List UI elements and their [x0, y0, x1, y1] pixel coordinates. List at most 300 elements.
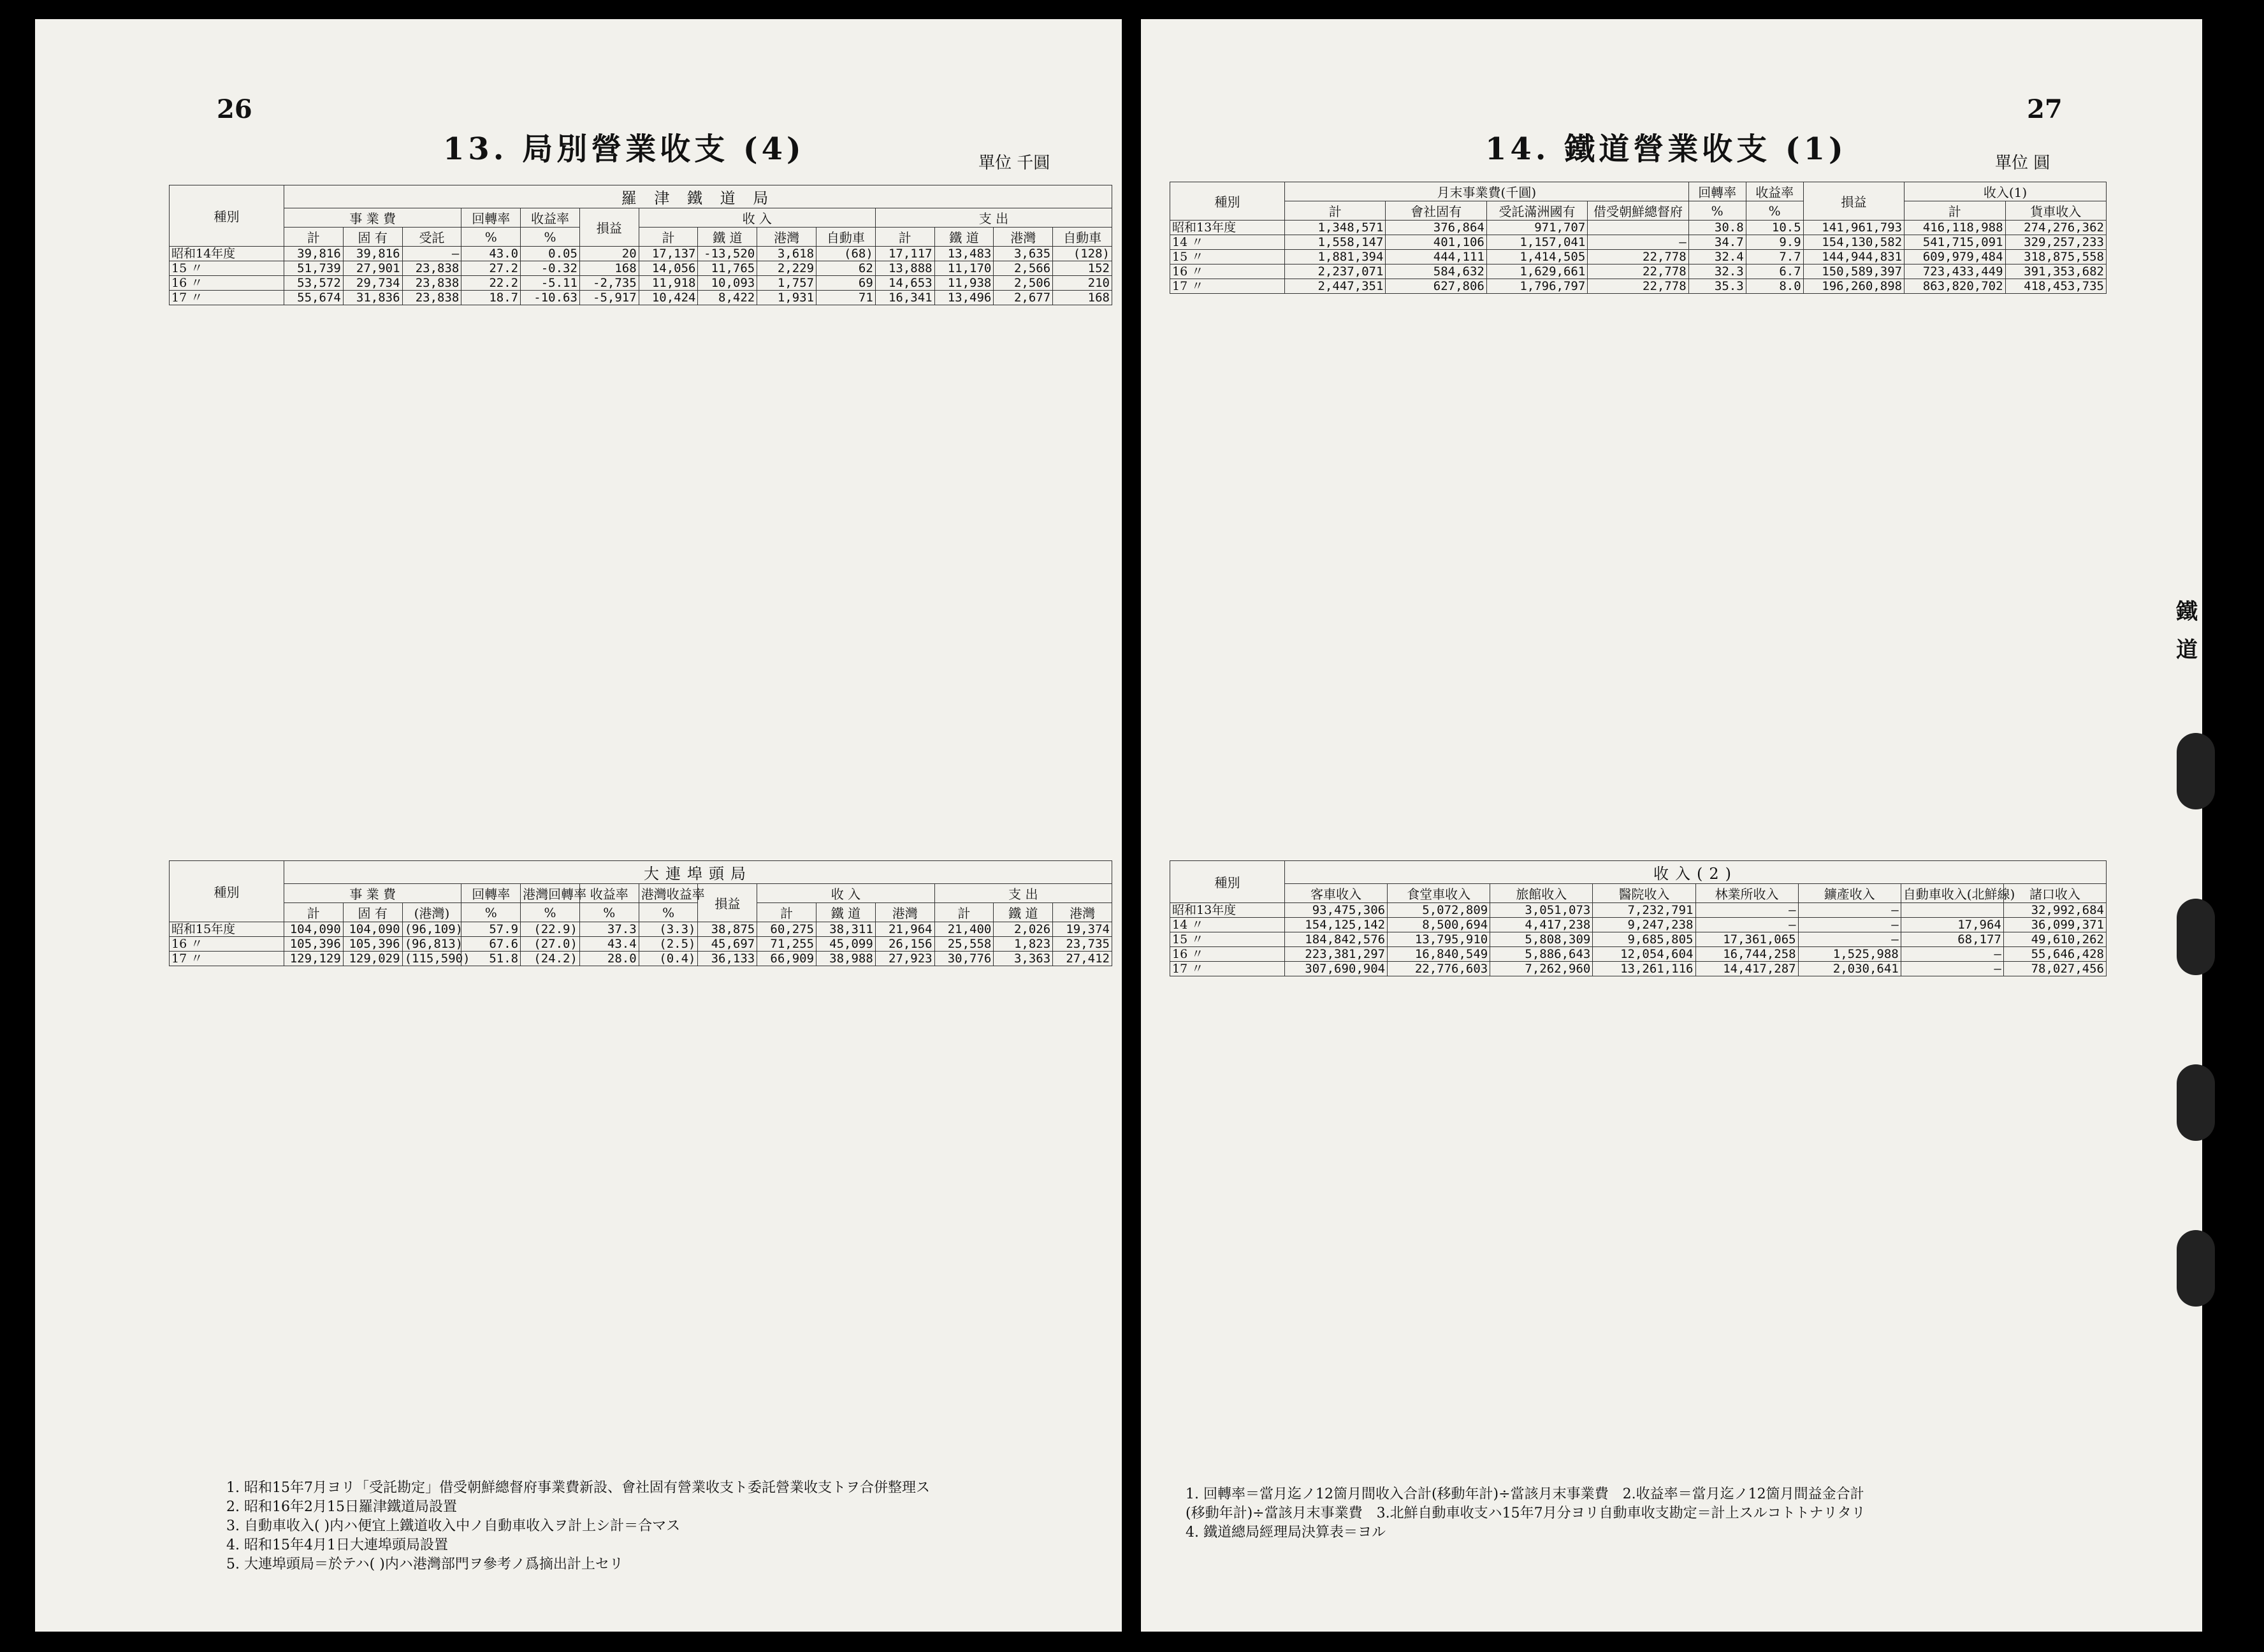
table-cell: 36,133	[698, 952, 757, 966]
table-cell: 863,820,702	[1905, 279, 2005, 294]
table-cell: 38,875	[698, 922, 757, 937]
table-cell: 23,838	[402, 261, 461, 276]
column-header: 回轉率	[1688, 182, 1746, 201]
table-cell: 184,842,576	[1285, 932, 1388, 947]
footnote: 3. 自動車收入( )内ハ便宜上鐵道收入中ノ自動車收入ヲ計上シ計＝合マス	[226, 1518, 681, 1534]
table-cell: 60,275	[757, 922, 816, 937]
table-cell: 1,414,505	[1486, 250, 1587, 264]
thumb-index-tab	[2177, 1230, 2215, 1307]
table-cell: 36,099,371	[2003, 918, 2106, 932]
table-cell: 20	[579, 247, 639, 261]
table-cell: 39,816	[284, 247, 344, 261]
table-cell: 16,840,549	[1388, 947, 1490, 962]
table-cell: (128)	[1053, 247, 1112, 261]
column-header: 損益	[698, 884, 757, 922]
table-cell: 1,558,147	[1285, 235, 1386, 250]
column-header: 種別	[170, 861, 284, 922]
table-cell: 210	[1053, 276, 1112, 291]
column-subheader: 諸口收入	[2003, 884, 2106, 903]
row-label: 16 〃	[1170, 264, 1285, 279]
table-cell: 23,838	[402, 291, 461, 305]
table-cell: 154,125,142	[1285, 918, 1388, 932]
table-cell: 168	[579, 261, 639, 276]
table-cell: 38,311	[816, 922, 876, 937]
column-header: 種別	[1170, 182, 1285, 221]
column-subheader: 計	[757, 903, 816, 922]
table-cell: -5.11	[521, 276, 580, 291]
column-subheader: %	[461, 228, 521, 247]
column-subheader: 自動車	[816, 228, 876, 247]
table-row	[1170, 962, 2107, 976]
table-cell: 57.9	[461, 922, 521, 937]
column-header: 收益率	[521, 208, 580, 228]
table-cell: 32.4	[1688, 250, 1746, 264]
table-cell: 2,237,071	[1285, 264, 1386, 279]
column-subheader: %	[1688, 201, 1746, 221]
table-row	[1170, 932, 2107, 947]
footnotes	[1186, 1485, 1866, 1542]
table-row	[170, 922, 1112, 937]
footnote: 2. 昭和16年2月15日羅津鐵道局設置	[226, 1499, 457, 1515]
table-cell: 541,715,091	[1905, 235, 2005, 250]
table-cell: 5,886,643	[1490, 947, 1593, 962]
column-subheader: 鑛產收入	[1798, 884, 1901, 903]
table-cell: 1,881,394	[1285, 250, 1386, 264]
table-cell: 10.5	[1746, 221, 1803, 235]
table-cell: 45,099	[816, 937, 876, 952]
table-cell: —	[1798, 918, 1901, 932]
row-label: 14 〃	[1170, 918, 1285, 932]
table-cell: —	[1695, 903, 1798, 918]
table-cell: 1,757	[757, 276, 816, 291]
column-subheader: %	[521, 228, 580, 247]
column-subheader: 港灣	[1053, 903, 1112, 922]
table-cell: 584,632	[1386, 264, 1486, 279]
table-cell: —	[1901, 962, 2003, 976]
table-cell: 13,483	[934, 247, 994, 261]
table-cell: 329,257,233	[2005, 235, 2106, 250]
thumb-index-tab	[2177, 1064, 2215, 1141]
railway-revenue-table-2	[1170, 860, 2107, 976]
table-row	[170, 937, 1112, 952]
table-cell: 18.7	[461, 291, 521, 305]
column-subheader: 固 有	[343, 903, 402, 922]
table-cell: 416,118,988	[1905, 221, 2005, 235]
table-cell: 105,396	[284, 937, 344, 952]
table-cell: —	[1901, 947, 2003, 962]
table-cell: 318,875,558	[2005, 250, 2106, 264]
table-cell: 23,838	[402, 276, 461, 291]
table-cell: 627,806	[1386, 279, 1486, 294]
table-cell: 7.7	[1746, 250, 1803, 264]
table-cell: 13,261,116	[1593, 962, 1695, 976]
table-cell: 104,090	[343, 922, 402, 937]
table-cell: 9,685,805	[1593, 932, 1695, 947]
row-label: 16 〃	[170, 276, 284, 291]
page-title: 13. 局別營業收支 (4)	[443, 131, 805, 167]
column-subheader: 港灣	[994, 228, 1053, 247]
table-cell: 418,453,735	[2005, 279, 2106, 294]
table-cell: 32.3	[1688, 264, 1746, 279]
column-subheader: 林業所收入	[1695, 884, 1798, 903]
table-cell: 10,093	[698, 276, 757, 291]
table-cell: (115,590)	[402, 952, 461, 966]
table-cell: 401,106	[1386, 235, 1486, 250]
table-cell: —	[1798, 932, 1901, 947]
table-cell: 5,072,809	[1388, 903, 1490, 918]
footnote: 4. 昭和15年4月1日大連埠頭局設置	[226, 1537, 448, 1553]
table-cell: 51.8	[461, 952, 521, 966]
column-subheader: 會社固有	[1386, 201, 1486, 221]
column-subheader: 貨車收入	[2005, 201, 2106, 221]
table-cell: 45,697	[698, 937, 757, 952]
table-cell: 62	[816, 261, 876, 276]
column-header: 損益	[1803, 182, 1904, 221]
table-cell: 71	[816, 291, 876, 305]
unit-label: 單位 圓	[1995, 154, 2050, 173]
column-header: 支 出	[934, 884, 1112, 903]
right-page	[1141, 19, 2202, 1632]
table-cell: (68)	[816, 247, 876, 261]
page-number: 26	[217, 94, 252, 124]
table-cell: 19,374	[1053, 922, 1112, 937]
table-cell: 3,618	[757, 247, 816, 261]
page-title: 14. 鐵道營業收支 (1)	[1485, 131, 1847, 167]
table-cell: 13,795,910	[1388, 932, 1490, 947]
table-cell: 2,229	[757, 261, 816, 276]
table-cell: 55,646,428	[2003, 947, 2106, 962]
table-cell: 129,029	[343, 952, 402, 966]
table-row	[170, 952, 1112, 966]
row-label: 15 〃	[1170, 932, 1285, 947]
table-cell: 71,255	[757, 937, 816, 952]
table-cell: 69	[816, 276, 876, 291]
table-cell: 34.7	[1688, 235, 1746, 250]
table-cell: 391,353,682	[2005, 264, 2106, 279]
table-cell: 144,944,831	[1803, 250, 1904, 264]
table-cell: 14,417,287	[1695, 962, 1798, 976]
column-header: 種別	[1170, 861, 1285, 903]
column-header: 事 業 費	[284, 208, 461, 228]
table-cell: 5,808,309	[1490, 932, 1593, 947]
footnote: 4. 鐵道總局經理局決算表＝ヨル	[1186, 1525, 1386, 1540]
column-subheader: 固 有	[343, 228, 402, 247]
table-cell: 53,572	[284, 276, 344, 291]
column-subheader: %	[639, 903, 698, 922]
table-cell: —	[1588, 235, 1688, 250]
table-cell: 10,424	[639, 291, 698, 305]
table-cell: 376,864	[1386, 221, 1486, 235]
column-header: 收益率	[579, 884, 639, 903]
column-subheader: 港灣	[875, 903, 934, 922]
table-cell: -13,520	[698, 247, 757, 261]
table-cell: 141,961,793	[1803, 221, 1904, 235]
row-label: 17 〃	[170, 952, 284, 966]
table-row	[170, 291, 1112, 305]
column-subheader: %	[461, 903, 521, 922]
column-subheader: 客車收入	[1285, 884, 1388, 903]
column-header: 港灣收益率	[639, 884, 698, 903]
table-cell: (24.2)	[521, 952, 580, 966]
table-cell: 43.0	[461, 247, 521, 261]
table-cell: 1,823	[994, 937, 1053, 952]
table-cell: —	[1695, 918, 1798, 932]
table-cell: 51,739	[284, 261, 344, 276]
column-subheader: %	[579, 903, 639, 922]
row-label: 17 〃	[1170, 962, 1285, 976]
table-cell: 68,177	[1901, 932, 2003, 947]
table-row	[1170, 250, 2107, 264]
table-cell: 11,765	[698, 261, 757, 276]
table-cell: 3,363	[994, 952, 1053, 966]
table-title: 收入(2)	[1285, 861, 2107, 884]
table-row	[170, 261, 1112, 276]
column-subheader: 鐵 道	[934, 228, 994, 247]
column-subheader: 計	[1285, 201, 1386, 221]
table-cell: 223,381,297	[1285, 947, 1388, 962]
row-label: 15 〃	[1170, 250, 1285, 264]
column-subheader: 自動車	[1053, 228, 1112, 247]
column-subheader: 借受朝鮮總督府	[1588, 201, 1688, 221]
table-cell: 1,629,661	[1486, 264, 1587, 279]
table-cell: 11,170	[934, 261, 994, 276]
column-subheader: 計	[639, 228, 698, 247]
table-cell: -0.32	[521, 261, 580, 276]
table-cell: 307,690,904	[1285, 962, 1388, 976]
table-cell: 25,558	[934, 937, 994, 952]
table-cell: -2,735	[579, 276, 639, 291]
table-cell: 2,447,351	[1285, 279, 1386, 294]
table-cell: 26,156	[875, 937, 934, 952]
table-cell: —	[1798, 903, 1901, 918]
page-number: 27	[2027, 94, 2063, 124]
table-cell: 129,129	[284, 952, 344, 966]
table-cell: 22,778	[1588, 279, 1688, 294]
table-cell: 17,117	[875, 247, 934, 261]
table-cell: 17,137	[639, 247, 698, 261]
table-cell: 27.2	[461, 261, 521, 276]
table-cell: -5,917	[579, 291, 639, 305]
column-subheader: %	[521, 903, 580, 922]
column-subheader: 計	[284, 903, 344, 922]
thumb-index-tab	[2177, 899, 2215, 975]
table-cell: (96,109)	[402, 922, 461, 937]
row-label: 昭和14年度	[170, 247, 284, 261]
table-row	[1170, 918, 2107, 932]
table-row	[1170, 279, 2107, 294]
table-cell: 27,901	[343, 261, 402, 276]
row-label: 17 〃	[1170, 279, 1285, 294]
table-cell: 21,964	[875, 922, 934, 937]
table-cell: (2.5)	[639, 937, 698, 952]
footnote: 1. 昭和15年7月ヨリ「受託勘定」借受朝鮮總督府事業費新設、會社固有營業收支ト委託營業收支トヲ合併整理ス	[226, 1480, 930, 1496]
table-row	[1170, 903, 2107, 918]
table-cell: 17,361,065	[1695, 932, 1798, 947]
table-cell: 105,396	[343, 937, 402, 952]
table-cell: 609,979,484	[1905, 250, 2005, 264]
table-cell: 39,816	[343, 247, 402, 261]
table-cell: 150,589,397	[1803, 264, 1904, 279]
row-label: 昭和13年度	[1170, 221, 1285, 235]
table-cell: 93,475,306	[1285, 903, 1388, 918]
table-cell: 21,400	[934, 922, 994, 937]
table-cell: 444,111	[1386, 250, 1486, 264]
footnote: (移動年計)÷當該月末事業費 3.北鮮自動車收支ハ15年7月分ヨリ自動車收支勘定＝計上スルコトトナリタリ	[1186, 1505, 1866, 1521]
footnote: 1. 回轉率＝當月迄ノ12箇月間收入合計(移動年計)÷當該月末事業費 2.收益率＝當月迄ノ12箇月間益金合計	[1186, 1486, 1864, 1502]
table-cell: 22,776,603	[1388, 962, 1490, 976]
table-cell: (3.3)	[639, 922, 698, 937]
row-label: 16 〃	[170, 937, 284, 952]
table-cell: 723,433,449	[1905, 264, 2005, 279]
dairen-wharf-table	[169, 860, 1112, 966]
column-subheader: 食堂車收入	[1388, 884, 1490, 903]
table-cell: 3,051,073	[1490, 903, 1593, 918]
table-cell: 23,735	[1053, 937, 1112, 952]
table-cell: 11,918	[639, 276, 698, 291]
table-cell: 168	[1053, 291, 1112, 305]
table-row	[1170, 947, 2107, 962]
column-header: 收益率	[1746, 182, 1803, 201]
column-header: 事 業 費	[284, 884, 461, 903]
column-header: 收 入	[639, 208, 875, 228]
table-cell: 13,888	[875, 261, 934, 276]
table-row	[170, 247, 1112, 261]
table-cell: 2,030,641	[1798, 962, 1901, 976]
table-cell: 4,417,238	[1490, 918, 1593, 932]
table-cell: 16,744,258	[1695, 947, 1798, 962]
table-cell: 1,796,797	[1486, 279, 1587, 294]
table-cell: 8,500,694	[1388, 918, 1490, 932]
column-subheader: 港灣	[757, 228, 816, 247]
column-header: 損益	[579, 208, 639, 247]
column-subheader: 計	[1905, 201, 2005, 221]
table-cell: 27,923	[875, 952, 934, 966]
column-subheader: 鐵 道	[994, 903, 1053, 922]
column-subheader: 旅館收入	[1490, 884, 1593, 903]
table-cell: 104,090	[284, 922, 344, 937]
table-row	[1170, 235, 2107, 250]
thumb-index-tab	[2177, 733, 2215, 809]
table-cell: 196,260,898	[1803, 279, 1904, 294]
column-subheader: 受託	[402, 228, 461, 247]
column-subheader: 計	[284, 228, 344, 247]
table-cell: —	[402, 247, 461, 261]
table-cell: 22,778	[1588, 264, 1688, 279]
row-label: 15 〃	[170, 261, 284, 276]
table-cell: 7,232,791	[1593, 903, 1695, 918]
table-cell: 28.0	[579, 952, 639, 966]
table-cell: 2,506	[994, 276, 1053, 291]
row-label: 16 〃	[1170, 947, 1285, 962]
footnotes	[226, 1479, 930, 1574]
table-row	[1170, 221, 2107, 235]
table-cell: 43.4	[579, 937, 639, 952]
column-subheader: (港灣)	[402, 903, 461, 922]
table-cell: 31,836	[343, 291, 402, 305]
column-header: 收 入	[757, 884, 934, 903]
unit-label: 單位 千圓	[978, 154, 1050, 173]
bureau-header: 大連埠頭局	[284, 861, 1112, 884]
table-cell: 27,412	[1053, 952, 1112, 966]
table-cell: 9,247,238	[1593, 918, 1695, 932]
table-cell: 9.9	[1746, 235, 1803, 250]
column-header: 收入(1)	[1905, 182, 2107, 201]
table-cell: 6.7	[1746, 264, 1803, 279]
table-cell: 11,938	[934, 276, 994, 291]
table-cell: 1,525,988	[1798, 947, 1901, 962]
table-cell: 2,026	[994, 922, 1053, 937]
column-header: 回轉率	[461, 208, 521, 228]
table-cell	[1901, 903, 2003, 918]
table-cell: 2,677	[994, 291, 1053, 305]
table-cell: 3,635	[994, 247, 1053, 261]
table-cell: 274,276,362	[2005, 221, 2106, 235]
row-label: 昭和13年度	[1170, 903, 1285, 918]
table-cell: 30,776	[934, 952, 994, 966]
table-cell: 0.05	[521, 247, 580, 261]
footnote: 5. 大連埠頭局＝於テハ( )内ハ港灣部門ヲ參考ノ爲摘出計上セリ	[226, 1556, 623, 1572]
table-cell: 55,674	[284, 291, 344, 305]
rashin-railway-table	[169, 185, 1112, 305]
table-cell: 14,056	[639, 261, 698, 276]
column-header: 月末事業費(千圓)	[1285, 182, 1689, 201]
column-subheader: 自動車收入(北鮮線)	[1901, 884, 2003, 903]
column-subheader: 計	[934, 903, 994, 922]
table-cell: (0.4)	[639, 952, 698, 966]
table-cell: 22,778	[1588, 250, 1688, 264]
table-cell: (22.9)	[521, 922, 580, 937]
table-cell: (96,813)	[402, 937, 461, 952]
table-cell: 35.3	[1688, 279, 1746, 294]
column-header: 支 出	[875, 208, 1112, 228]
column-subheader: 鐵 道	[816, 903, 876, 922]
table-cell: 38,988	[816, 952, 876, 966]
table-cell: 971,707	[1486, 221, 1587, 235]
column-header: 港灣回轉率	[521, 884, 580, 903]
left-page	[35, 19, 1122, 1632]
table-cell: -10.63	[521, 291, 580, 305]
table-cell: 12,054,604	[1593, 947, 1695, 962]
column-header: 種別	[170, 185, 284, 247]
table-cell: 16,341	[875, 291, 934, 305]
table-cell: 8.0	[1746, 279, 1803, 294]
table-cell: 67.6	[461, 937, 521, 952]
table-cell: 1,931	[757, 291, 816, 305]
table-cell: 14,653	[875, 276, 934, 291]
table-row	[1170, 264, 2107, 279]
column-subheader: %	[1746, 201, 1803, 221]
row-label: 昭和15年度	[170, 922, 284, 937]
table-cell: 1,157,041	[1486, 235, 1587, 250]
table-cell: 30.8	[1688, 221, 1746, 235]
table-cell: 154,130,582	[1803, 235, 1904, 250]
table-cell: (27.0)	[521, 937, 580, 952]
railway-revenue-table-1	[1170, 182, 2107, 294]
column-subheader: 醫院收入	[1593, 884, 1695, 903]
table-row	[170, 276, 1112, 291]
edge-label: 鐵道	[2176, 599, 2198, 663]
table-cell: 1,348,571	[1285, 221, 1386, 235]
table-cell: 8,422	[698, 291, 757, 305]
table-cell: 22.2	[461, 276, 521, 291]
table-cell: 2,566	[994, 261, 1053, 276]
row-label: 14 〃	[1170, 235, 1285, 250]
table-cell: 7,262,960	[1490, 962, 1593, 976]
table-cell: 32,992,684	[2003, 903, 2106, 918]
table-cell: 78,027,456	[2003, 962, 2106, 976]
table-cell: 29,734	[343, 276, 402, 291]
table-cell: 37.3	[579, 922, 639, 937]
